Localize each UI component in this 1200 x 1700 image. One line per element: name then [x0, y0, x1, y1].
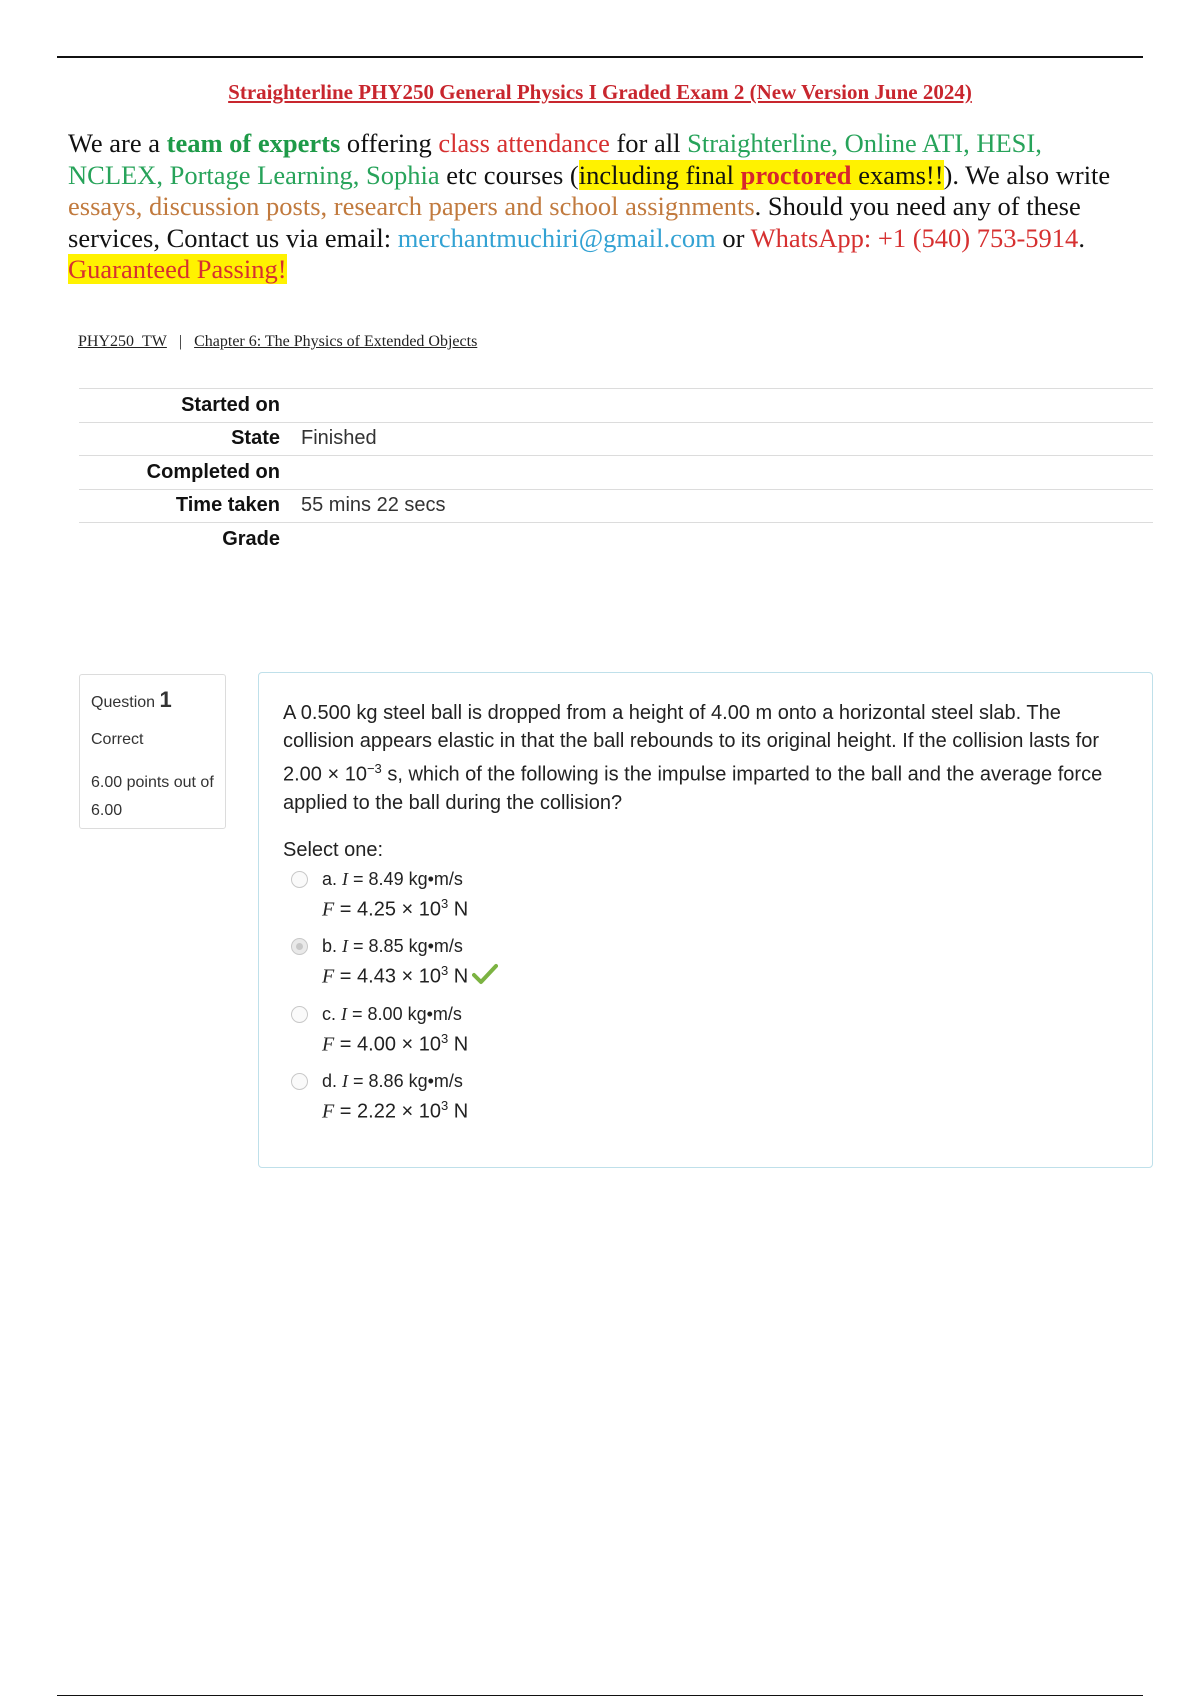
question-number-value: 1	[159, 687, 172, 712]
breadcrumb	[78, 333, 477, 351]
promo-text: offering	[340, 128, 439, 158]
summary-row-time-taken	[79, 489, 1153, 523]
question-number	[91, 687, 214, 713]
summary-row-started-on	[79, 388, 1153, 422]
promo-line-2	[68, 160, 1148, 192]
answer-force-exponent: 3	[440, 963, 449, 978]
promo-text: . Should you need any of these	[754, 191, 1081, 221]
breadcrumb-chapter-link[interactable]: Chapter 6: The Physics of Extended Objects	[194, 333, 478, 350]
attempt-summary-table	[79, 388, 1153, 556]
summary-row-completed-on	[79, 455, 1153, 489]
answer-force-line: $F = 2.22 \times 10^3$ N	[322, 1098, 469, 1123]
radio-button-selected[interactable]	[291, 938, 308, 955]
select-one-prompt: Select one:	[283, 839, 384, 861]
breadcrumb-course-link[interactable]: PHY250_TW	[78, 333, 167, 350]
answer-force-exponent: 3	[440, 1031, 449, 1046]
promo-highlight: including final	[578, 159, 741, 190]
answer-force-unit: N	[448, 965, 469, 988]
promo-paragraph	[68, 128, 1148, 286]
summary-value: 55 mins 22 secs	[301, 494, 446, 517]
answer-impulse: 8.86 kg•m/s	[368, 1071, 463, 1091]
promo-line-3	[68, 191, 1148, 223]
summary-label: Grade	[222, 527, 280, 550]
question-text	[283, 699, 1133, 817]
radio-button[interactable]	[291, 1073, 308, 1090]
answer-impulse-line: d. I = 8.86 kg•m/s	[322, 1071, 463, 1091]
answer-force: 4.25 × 10	[357, 898, 441, 921]
answer-force: 4.43 × 10	[357, 965, 441, 988]
promo-text: services, Contact us via email:	[68, 222, 398, 253]
summary-row-grade	[79, 522, 1153, 556]
promo-services: essays, discussion posts, research papers and school assignments	[68, 191, 755, 221]
breadcrumb-separator: |	[178, 333, 183, 350]
answer-force-line: $F = 4.43 \times 10^3$ N	[322, 963, 498, 991]
summary-label: Completed on	[146, 460, 280, 483]
answer-force: 2.22 × 10	[357, 1100, 441, 1123]
promo-highlight: exams!!	[851, 159, 944, 190]
answer-force-unit: N	[448, 898, 469, 921]
answer-force: 4.00 × 10	[357, 1033, 441, 1056]
answer-letter: c.	[322, 1004, 337, 1024]
summary-value: Finished	[301, 427, 377, 450]
promo-proctored: proctored	[740, 159, 852, 190]
promo-line-4	[68, 223, 1148, 255]
question-content-box	[258, 672, 1153, 1168]
answer-force-unit: N	[448, 1100, 469, 1123]
promo-platforms: Straighterline, Online ATI, HESI,	[687, 128, 1042, 158]
question-text-exponent: −3	[366, 761, 382, 776]
question-label: Question	[91, 694, 156, 711]
answer-force-exponent: 3	[440, 1098, 449, 1113]
question-text-part: s, which of the following is the impulse imparted to the ball and the average force applied to the ball during the collision?	[283, 763, 1103, 814]
document-title: Straighterline PHY250 General Physics I Graded Exam 2 (New Version June 2024)	[228, 80, 972, 104]
promo-text: ). We also write	[943, 159, 1111, 190]
promo-email-link[interactable]: merchantmuchiri@gmail.com	[397, 222, 716, 253]
promo-team-of-experts: team of experts	[166, 128, 341, 158]
answer-impulse: 8.85 kg•m/s	[368, 936, 463, 956]
correct-check-icon	[472, 963, 498, 991]
promo-guaranteed: Guaranteed Passing!	[68, 254, 287, 284]
answer-impulse: 8.49 kg•m/s	[368, 869, 463, 889]
promo-text: .	[1078, 222, 1085, 253]
promo-platforms: NCLEX, Portage Learning, Sophia	[68, 159, 440, 190]
question-text-part: A 0.500 kg steel ball is dropped from a height of 4.00 m onto a horizontal steel slab. The collision appears elastic in that the ball rebounds to its original height. If the collision lasts for 2.00 × 10	[283, 702, 1100, 786]
answer-force-line: $F = 4.25 \times 10^3$ N	[322, 896, 469, 921]
promo-text: etc courses (	[439, 159, 579, 190]
answer-letter: b.	[322, 936, 338, 956]
promo-text: We are a	[68, 128, 167, 158]
promo-line-1	[68, 128, 1148, 160]
summary-label: Time taken	[175, 494, 280, 517]
question-info-panel	[79, 674, 226, 829]
answer-force-exponent: 3	[440, 896, 449, 911]
answer-impulse: 8.00 kg•m/s	[367, 1004, 462, 1024]
answer-impulse-line: c. I = 8.00 kg•m/s	[322, 1004, 462, 1024]
answer-letter: d.	[322, 1071, 338, 1091]
summary-row-state	[79, 422, 1153, 456]
answer-letter: a.	[322, 869, 338, 889]
answer-impulse-line: b. I = 8.85 kg•m/s	[322, 936, 463, 956]
question-grade: 6.00 points out of 6.00	[91, 774, 214, 819]
answer-force-unit: N	[448, 1033, 469, 1056]
top-rule	[57, 56, 1143, 58]
bottom-rule	[57, 1695, 1143, 1696]
promo-line-5	[68, 254, 1148, 286]
radio-button[interactable]	[291, 871, 308, 888]
promo-text: or	[715, 222, 751, 253]
promo-text: for all	[609, 128, 688, 158]
summary-label: Started on	[181, 393, 280, 416]
summary-label: State	[231, 427, 280, 450]
radio-button[interactable]	[291, 1006, 308, 1023]
promo-class-attendance: class attendance	[438, 128, 610, 158]
answer-force-line: $F = 4.00 \times 10^3$ N	[322, 1031, 469, 1056]
question-state: Correct	[91, 731, 144, 748]
promo-whatsapp: WhatsApp: +1 (540) 753-5914	[750, 222, 1079, 253]
answer-impulse-line: a. I = 8.49 kg•m/s	[322, 869, 463, 889]
